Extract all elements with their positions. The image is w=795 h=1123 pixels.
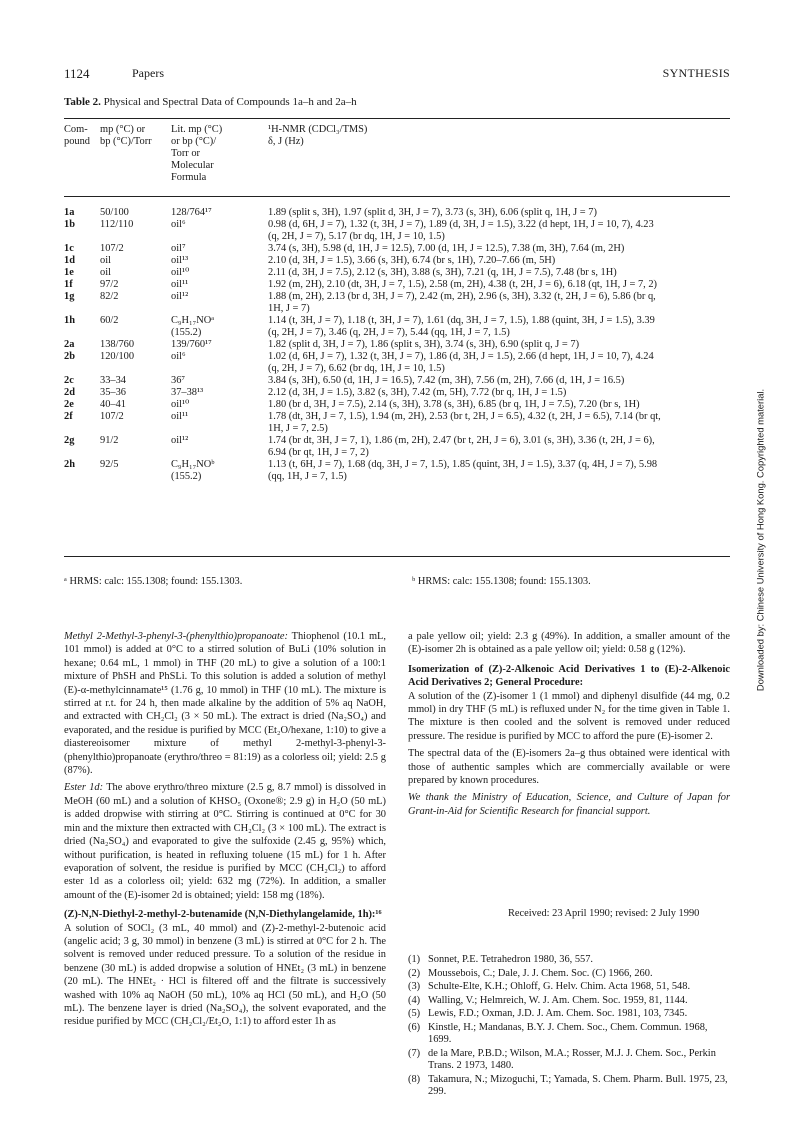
compound-lit-line: oil¹² bbox=[171, 435, 189, 446]
isomerization-body: A solution of the (Z)-isomer 1 (1 mmol) and diphenyl disulfide (44 mg, 0.2 mmol) in dry THF (5 mL) is refluxed under N₂ for the time given in Table 1. The mixture is then cooled and the solvent is removed under reduced pressure. The residue is purified by MCC to afford the pure (E)-isomer 2. bbox=[408, 690, 730, 742]
compound-lit-line: 128/764¹⁷ bbox=[171, 207, 212, 218]
compound-nmr-line: 1H, J = 7, 2.5) bbox=[268, 422, 328, 434]
reference-text: Lewis, F.D.; Oxman, J.D. J. Am. Chem. Soc. 1981, 103, 7345. bbox=[428, 1008, 688, 1020]
column-header-mp-line: bp (°C)/Torr bbox=[100, 136, 152, 147]
compound-nmr-line: 1.13 (t, 6H, J = 7), 1.68 (dq, 3H, J = 7, 1.5), 1.85 (quint, 3H, J = 1.5), 3.37 (q, 4H, J = 7), 5.98 bbox=[268, 459, 658, 470]
compound-mp: 107/2 bbox=[100, 243, 124, 254]
compound-lit-line: oil¹³ bbox=[171, 255, 189, 266]
compound-mp: 33–34 bbox=[100, 375, 126, 386]
compound-mp: 60/2 bbox=[100, 315, 119, 326]
left-column bbox=[64, 630, 386, 1029]
compound-id: 1f bbox=[64, 279, 73, 290]
reference-number: (1) bbox=[408, 954, 421, 965]
isomerization-title: Isomerization of (Z)-2-Alkenoic Acid Derivatives 1 to (E)-2-Alkenoic Acid Derivatives 2; General Procedure: bbox=[408, 663, 730, 689]
compound-nmr bbox=[268, 411, 730, 434]
compound-id: 2e bbox=[64, 399, 74, 410]
reference-text: Sonnet, P.E. Tetrahedron 1980, 36, 557. bbox=[428, 954, 594, 965]
reference-number: (4) bbox=[408, 994, 421, 1006]
compound-lit bbox=[171, 207, 259, 219]
column-header-lit-line: Molecular bbox=[171, 160, 214, 171]
table-bottom-rule bbox=[64, 556, 730, 557]
reference-number: (6) bbox=[408, 1021, 421, 1033]
compound-lit bbox=[171, 279, 259, 291]
column-header-compound-line: pound bbox=[64, 136, 90, 147]
compound-nmr bbox=[268, 339, 730, 351]
compound-id: 1e bbox=[64, 267, 74, 278]
compound-nmr-line: 2.12 (d, 3H, J = 1.5), 3.82 (s, 3H), 7.42 (m, 5H), 7.72 (br q, 1H, J = 1.5) bbox=[268, 387, 567, 398]
compound-mp: 40–41 bbox=[100, 399, 126, 410]
compound-id: 2b bbox=[64, 351, 75, 362]
compound-lit-line: oil⁷ bbox=[171, 243, 186, 254]
compound-lit bbox=[171, 387, 259, 399]
column-header-lit-line: Lit. mp (°C) bbox=[171, 124, 223, 135]
reference-number: (2) bbox=[408, 967, 421, 979]
compound-nmr bbox=[268, 243, 730, 255]
compound-mp: oil bbox=[100, 255, 111, 266]
compound-lit bbox=[171, 411, 259, 423]
compound-nmr bbox=[268, 267, 730, 279]
ester-procedure bbox=[64, 781, 386, 902]
compound-nmr-line: 0.98 (d, 6H, J = 7), 1.32 (t, 3H, J = 7), 1.89 (d, 3H, J = 1.5), 3.22 (d hept, 1H, J = 10, 7), 4.23 bbox=[268, 219, 654, 230]
compound-nmr bbox=[268, 279, 730, 291]
table-caption-text: Physical and Spectral Data of Compounds 1a–h and 2a–h bbox=[103, 96, 357, 108]
compound-id: 1a bbox=[64, 207, 75, 218]
reference-text: Kinstle, H.; Mandanas, B.Y. J. Chem. Soc., Chem. Commun. 1968, 1699. bbox=[428, 1021, 708, 1046]
methyl-procedure-title: Methyl 2-Methyl-3-phenyl-3-(phenylthio)propanoate: bbox=[64, 631, 288, 642]
compound-lit bbox=[171, 243, 259, 255]
compound-nmr-line: (q, 2H, J = 7), 5.17 (br dq, 1H, J = 10, 1.5) bbox=[268, 230, 445, 242]
table-caption bbox=[64, 96, 357, 108]
compound-lit bbox=[171, 435, 259, 447]
compound-nmr-line: 1.14 (t, 3H, J = 7), 1.18 (t, 3H, J = 7), 1.61 (dq, 3H, J = 7, 1.5), 1.88 (quint, 3H, J = 1.5), 3.39 bbox=[268, 315, 655, 326]
compound-mp: 107/2 bbox=[100, 411, 124, 422]
amide-procedure-body: A solution of SOCl₂ (3 mL, 40 mmol) and (Z)-2-methyl-2-butenoic acid (angelic acid; 3 g, 30 mmol) in benzene (3 mL) is stirred at 0°C for 2 h. The solvent is removed under reduced pressure. To a solution of the residue in benzene (30 mL) is added dropwise a solution of HNEt₂ (3 mL) in benzene (20 mL). The HNEt₂ · HCl is filtered off and the filtrate is successively washed with 10% aq NaOH (50 mL), 10% aq HCl (50 mL), and H₂O (50 mL). The benzene layer is dried (Na₂SO₄), the solvent evaporated, and the residue purified by MCC (CH₂Cl₂/Et₂O, 1:1) to afford ester 1h as bbox=[64, 922, 386, 1028]
methyl-procedure-body: Thiophenol (10.1 mL, 101 mmol) is added at 0°C to a stirred solution of BuLi (10% solution in hexane; 0.64 mL, 1 mmol) in THF (20 mL) to give a solution of a 100:1 mixture of PhSH and PhSLi. To this solution is added a solution of methyl (E)-α-methylcinnamate¹⁵ (1.76 g, 10 mmol) in THF (10 mL). The mixture is stirred at r.t. for 24 h, then made alkaline by the addition of 5% aq NaOH, and extracted with CH₂Cl₂ (3 × 50 mL). The extract is dried (Na₂SO₄) and evaporated, and the residue is purified by MCC (Et₂O/hexane, 1:10) to give a diastereoisomer mixture of methyl 2-methyl-3-phenyl-3-(phenylthio)propanoate (erythro/threo = 81:19) as a colorless oil; yield: 2.5 g (87%). bbox=[64, 631, 386, 777]
compound-lit-line: oil⁶ bbox=[171, 351, 186, 362]
methyl-procedure bbox=[64, 630, 386, 777]
reference-item bbox=[408, 968, 730, 980]
column-header-lit-line: Torr or bbox=[171, 148, 200, 159]
reference-text: Moussebois, C.; Dale, J. J. Chem. Soc. (C) 1966, 260. bbox=[428, 967, 653, 979]
compound-lit-line: oil¹⁰ bbox=[171, 267, 190, 278]
compound-nmr bbox=[268, 291, 730, 314]
reference-item bbox=[408, 1048, 730, 1072]
compound-lit-line: oil⁶ bbox=[171, 219, 186, 230]
received-dates: Received: 23 April 1990; revised: 2 July 1990 bbox=[508, 908, 700, 919]
compound-nmr-line: 2.11 (d, 3H, J = 7.5), 2.12 (s, 3H), 3.88 (s, 3H), 7.21 (q, 1H, J = 7.5), 7.48 (br s, 1H) bbox=[268, 267, 617, 278]
table-header-rule bbox=[64, 196, 730, 197]
compound-mp: 50/100 bbox=[100, 207, 129, 218]
compound-nmr bbox=[268, 399, 730, 411]
column-header-nmr-line: ¹H-NMR (CDCl₃/TMS) bbox=[268, 124, 368, 135]
compound-nmr bbox=[268, 219, 730, 242]
compound-lit-line: oil¹² bbox=[171, 291, 189, 302]
compound-mp: 112/110 bbox=[100, 219, 134, 230]
compound-lit-line: 139/760¹⁷ bbox=[171, 339, 212, 350]
compound-id: 1b bbox=[64, 219, 75, 230]
compound-id: 2h bbox=[64, 459, 75, 470]
column-header-compound-line: Com- bbox=[64, 124, 88, 135]
compound-mp: 138/760 bbox=[100, 339, 135, 350]
compound-lit bbox=[171, 351, 259, 363]
journal-name: SYNTHESIS bbox=[662, 66, 730, 80]
compound-id: 2c bbox=[64, 375, 74, 386]
reference-text: Schulte-Elte, K.H.; Ohloff, G. Helv. Chim. Acta 1968, 51, 548. bbox=[428, 981, 691, 993]
compound-nmr-line: (q, 2H, J = 7), 3.46 (q, 2H, J = 7), 5.44 (qq, 1H, J = 7, 1.5) bbox=[268, 326, 510, 338]
reference-text: de la Mare, P.B.D.; Wilson, M.A.; Rosser, M.J. J. Chem. Soc., Perkin Trans. 2 1973, 1480. bbox=[428, 1047, 716, 1071]
table-caption-label: Table 2. bbox=[64, 96, 101, 108]
reference-item bbox=[408, 1008, 730, 1020]
reference-text: Walling, V.; Helmreich, W. J. Am. Chem. Soc. 1959, 81, 1144. bbox=[428, 994, 688, 1006]
compound-mp: 82/2 bbox=[100, 291, 119, 302]
compound-lit-line: oil¹¹ bbox=[171, 279, 189, 290]
reference-item bbox=[408, 1074, 730, 1098]
compound-nmr-line: 1.88 (m, 2H), 2.13 (br d, 3H, J = 7), 2.42 (m, 2H), 2.96 (s, 3H), 3.32 (t, 2H, J = 6), 5.86 (br q, bbox=[268, 291, 656, 302]
compound-nmr bbox=[268, 255, 730, 267]
compound-lit-line: C₉H₁₇NOᵇ bbox=[171, 459, 215, 470]
compound-nmr-line: 3.84 (s, 3H), 6.50 (d, 1H, J = 16.5), 7.42 (m, 3H), 7.56 (m, 2H), 7.66 (d, 1H, J = 16.5) bbox=[268, 375, 625, 386]
reference-number: (5) bbox=[408, 1008, 421, 1020]
reference-number: (7) bbox=[408, 1047, 421, 1059]
compound-nmr bbox=[268, 387, 730, 399]
compound-id: 2a bbox=[64, 339, 75, 350]
compound-id: 1h bbox=[64, 315, 75, 326]
compound-mp: 97/2 bbox=[100, 279, 119, 290]
reference-item bbox=[408, 1022, 730, 1046]
compound-nmr-line: 1.02 (d, 6H, J = 7), 1.32 (t, 3H, J = 7), 1.86 (d, 3H, J = 1.5), 2.66 (d hept, 1H, J = 10, 7), 4.24 bbox=[268, 351, 654, 362]
compound-lit bbox=[171, 267, 259, 279]
reference-number: (8) bbox=[408, 1073, 421, 1085]
running-header bbox=[64, 66, 730, 82]
ester-procedure-body: The above erythro/threo mixture (2.5 g, 8.7 mmol) is dissolved in MeOH (60 mL) and a solution of KHSO₅ (Oxone®; 2.9 g) in H₂O (50 mL) is added dropwise with stirring at 0°C. Stirring is continued at 0°C for 30 min and the mixture then extracted with CH₂Cl₂ (3 × 100 mL). The extract is dried (Na₂SO₄) and evaporated to give the sulfoxide (2.45 g, 95%) which, without purification, is heated in refluxing toluene (15 mL) for 1 h. After evaporation of solvent, the residue is purified by MCC (CH₂Cl₂) to afford ester 1d as a colorless oil; yield: 632 mg (72%). In addition, a smaller amount of the (E)-isomer 2d is obtained; yield: 158 mg (18%). bbox=[64, 782, 386, 901]
compound-mp: oil bbox=[100, 267, 111, 278]
compound-nmr-line: 1.80 (br d, 3H, J = 7.5), 2.14 (s, 3H), 3.78 (s, 3H), 6.85 (br q, 1H, J = 7.5), 7.20 (br s, 1H) bbox=[268, 399, 640, 410]
column-header-lit-line: Formula bbox=[171, 172, 207, 183]
compound-lit-line: (155.2) bbox=[171, 470, 202, 482]
compound-nmr-line: 1.82 (split d, 3H, J = 7), 1.86 (split s, 3H), 3.74 (s, 3H), 6.90 (split q, J = 7) bbox=[268, 339, 580, 350]
compound-nmr-line: 2.10 (d, 3H, J = 1.5), 3.66 (s, 3H), 6.74 (br s, 1H), 7.20–7.66 (m, 5H) bbox=[268, 255, 556, 266]
reference-item bbox=[408, 995, 730, 1007]
compound-nmr bbox=[268, 435, 730, 458]
compound-id: 1c bbox=[64, 243, 74, 254]
compound-lit-line: oil¹⁰ bbox=[171, 399, 190, 410]
compound-nmr-line: 6.94 (br qt, 1H, J = 7, 2) bbox=[268, 446, 369, 458]
compound-id: 1g bbox=[64, 291, 75, 302]
compound-nmr-line: 1.78 (dt, 3H, J = 7, 1.5), 1.94 (m, 2H), 2.53 (br t, 2H, J = 6.5), 4.32 (t, 2H, J = 6.5), 7.14 (br qt, bbox=[268, 411, 661, 422]
compound-mp: 120/100 bbox=[100, 351, 135, 362]
compound-lit bbox=[171, 255, 259, 267]
compound-nmr-line: 3.74 (s, 3H), 5.98 (d, 1H, J = 12.5), 7.00 (d, 1H, J = 12.5), 7.38 (m, 3H), 7.64 (m, 2H) bbox=[268, 243, 625, 254]
reference-number: (3) bbox=[408, 981, 421, 993]
section-name: Papers bbox=[132, 66, 164, 80]
footnote-b: ᵇ HRMS: calc: 155.1308; found: 155.1303. bbox=[412, 576, 591, 587]
compound-lit-line: 37–38¹³ bbox=[171, 387, 204, 398]
download-watermark bbox=[751, 380, 769, 700]
spectral-note: The spectral data of the (E)-isomers 2a–g thus obtained were identical with those of authentic samples which are commercially available or were prepared by known procedures. bbox=[408, 748, 730, 787]
compound-id: 2g bbox=[64, 435, 75, 446]
compound-id: 2d bbox=[64, 387, 75, 398]
compound-lit-line: (155.2) bbox=[171, 326, 202, 338]
compound-nmr-line: 1.89 (split s, 3H), 1.97 (split d, 3H, J = 7), 3.73 (s, 3H), 6.06 (split q, 1H, J = 7) bbox=[268, 207, 597, 218]
compound-mp: 92/5 bbox=[100, 459, 119, 470]
compound-nmr-line: 1H, J = 7) bbox=[268, 302, 310, 314]
compound-lit bbox=[171, 291, 259, 303]
compound-id: 2f bbox=[64, 411, 73, 422]
compound-lit bbox=[171, 399, 259, 411]
footnote-a: ᵃ HRMS: calc: 155.1308; found: 155.1303. bbox=[64, 576, 243, 587]
table-top-rule bbox=[64, 118, 730, 119]
compound-nmr-line: (qq, 1H, J = 7, 1.5) bbox=[268, 470, 347, 482]
compound-lit bbox=[171, 315, 259, 338]
compound-lit bbox=[171, 375, 259, 387]
compound-lit-line: C₉H₁₇NOᵃ bbox=[171, 315, 215, 326]
compound-lit-line: oil¹¹ bbox=[171, 411, 189, 422]
compound-nmr bbox=[268, 351, 730, 374]
column-header-nmr-line: δ, J (Hz) bbox=[268, 136, 304, 147]
compound-lit bbox=[171, 459, 259, 482]
compound-nmr bbox=[268, 375, 730, 387]
compound-mp: 35–36 bbox=[100, 387, 126, 398]
reference-item bbox=[408, 981, 730, 993]
compound-nmr-line: (q, 2H, J = 7), 6.62 (br dq, 1H, J = 10, 1.5) bbox=[268, 362, 445, 374]
amide-procedure-title: (Z)-N,N-Diethyl-2-methyl-2-butenamide (N,N-Diethylangelamide, 1h):¹⁶ bbox=[64, 909, 382, 921]
reference-text: Takamura, N.; Mizoguchi, T.; Yamada, S. Chem. Pharm. Bull. 1975, 23, 299. bbox=[428, 1073, 728, 1097]
reference-item bbox=[408, 954, 730, 966]
compound-id: 1d bbox=[64, 255, 75, 266]
watermark-text: Downloaded by: Chinese University of Hong Kong. Copyrighted material. bbox=[754, 388, 766, 692]
right-column bbox=[408, 630, 730, 818]
compound-nmr bbox=[268, 207, 730, 219]
compound-lit bbox=[171, 339, 259, 351]
page-number: 1124 bbox=[64, 66, 90, 81]
acknowledgement: We thank the Ministry of Education, Science, and Culture of Japan for Grant-in-Aid for Scientific Research for financial support. bbox=[408, 792, 730, 817]
compound-lit-line: 36⁷ bbox=[171, 375, 186, 386]
compound-lit bbox=[171, 219, 259, 231]
compound-nmr bbox=[268, 459, 730, 482]
compound-nmr-line: 1.74 (br dt, 3H, J = 7, 1), 1.86 (m, 2H), 2.47 (br t, 2H, J = 6), 3.01 (s, 3H), 3.36 (t, 2H, J = 6), bbox=[268, 435, 655, 446]
column-header-mp-line: mp (°C) or bbox=[100, 124, 146, 135]
ester-procedure-title: Ester 1d: bbox=[64, 782, 104, 794]
amide-continuation: a pale yellow oil; yield: 2.3 g (49%). In addition, a smaller amount of the (E)-isomer 2h is obtained as a pale yellow oil; yield: 0.58 g (12%). bbox=[408, 631, 730, 656]
reference-list bbox=[408, 954, 730, 1099]
compound-mp: 91/2 bbox=[100, 435, 119, 446]
compound-nmr-line: 1.92 (m, 2H), 2.10 (dt, 3H, J = 7, 1.5), 2.58 (m, 2H), 4.38 (t, 2H, J = 6), 6.18 (qt, 1H, J = 7, 2) bbox=[268, 279, 658, 290]
compound-nmr bbox=[268, 315, 730, 338]
column-header-lit-line: or bp (°C)/ bbox=[171, 136, 217, 147]
